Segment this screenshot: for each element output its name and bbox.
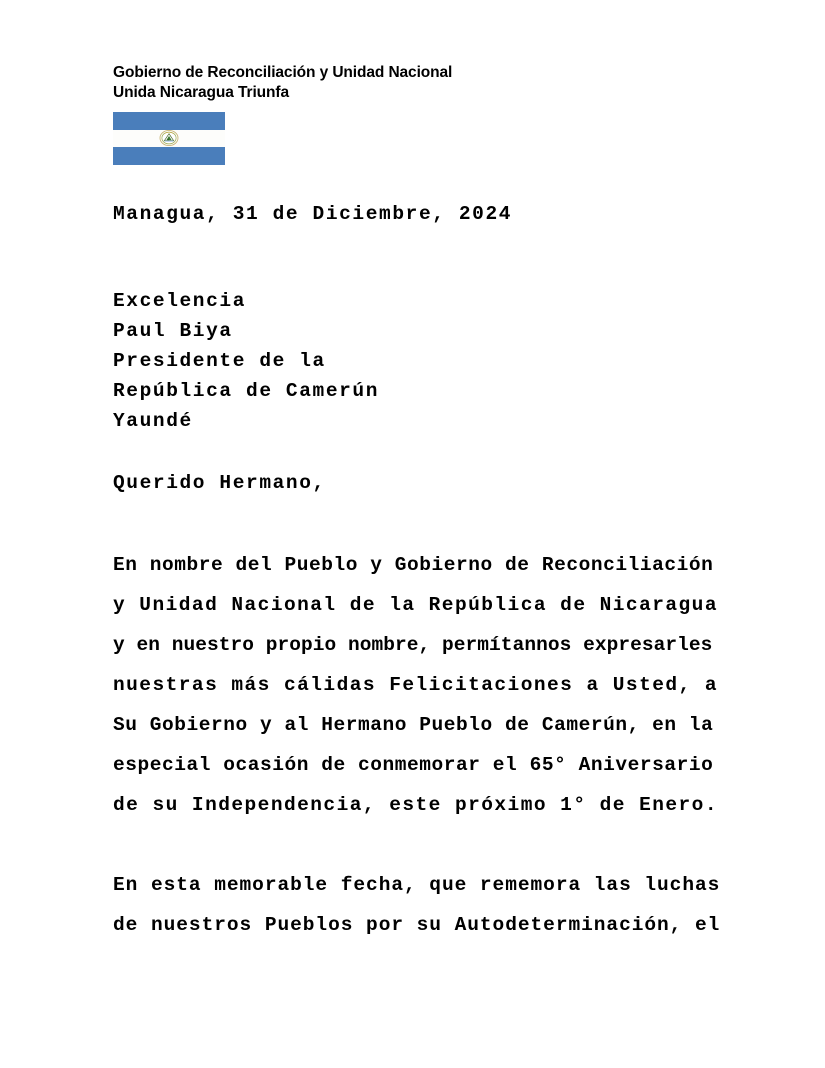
addressee-honorific: Excelencia [113, 290, 247, 312]
nicaragua-coat-of-arms-icon [159, 130, 179, 147]
addressee-city: Yaundé [113, 410, 193, 432]
body-line: de su Independencia, este próximo 1° de Enero. [113, 794, 718, 816]
body-paragraph-2 [113, 865, 721, 945]
flag-band-bottom [113, 147, 225, 165]
addressee-name: Paul Biya [113, 320, 233, 342]
body-line: Su Gobierno y al Hermano Pueblo de Camerún, en la [113, 714, 714, 736]
body-line: especial ocasión de conmemorar el 65° Aniversario [113, 754, 714, 776]
body-line: nuestras más cálidas Felicitaciones a Usted, a [113, 674, 718, 696]
date-line: Managua, 31 de Diciembre, 2024 [113, 203, 513, 225]
addressee-title: Presidente de la [113, 350, 326, 372]
flag-band-top [113, 112, 225, 130]
flag-band-middle [113, 130, 225, 148]
addressee-country: República de Camerún [113, 380, 380, 402]
body-paragraph-1 [113, 545, 718, 825]
body-line: y Unidad Nacional de la República de Nicaragua [113, 594, 718, 616]
body-line: y en nuestro propio nombre, permítannos expresarles [113, 634, 713, 656]
letterhead [113, 63, 753, 103]
paragraph-spacer [113, 825, 713, 865]
letterhead-line-1: Gobierno de Reconciliación y Unidad Nacional [113, 64, 453, 81]
addressee-block [113, 286, 379, 436]
body-line: de nuestros Pueblos por su Autodeterminación, el [113, 914, 721, 936]
letter-body [113, 545, 721, 945]
nicaragua-flag-icon [113, 112, 225, 165]
salutation: Querido Hermano, [113, 472, 326, 494]
letterhead-line-2: Unida Nicaragua Triunfa [113, 84, 289, 101]
body-line: En esta memorable fecha, que rememora las luchas [113, 874, 721, 896]
body-line: En nombre del Pueblo y Gobierno de Reconciliación [113, 554, 714, 576]
